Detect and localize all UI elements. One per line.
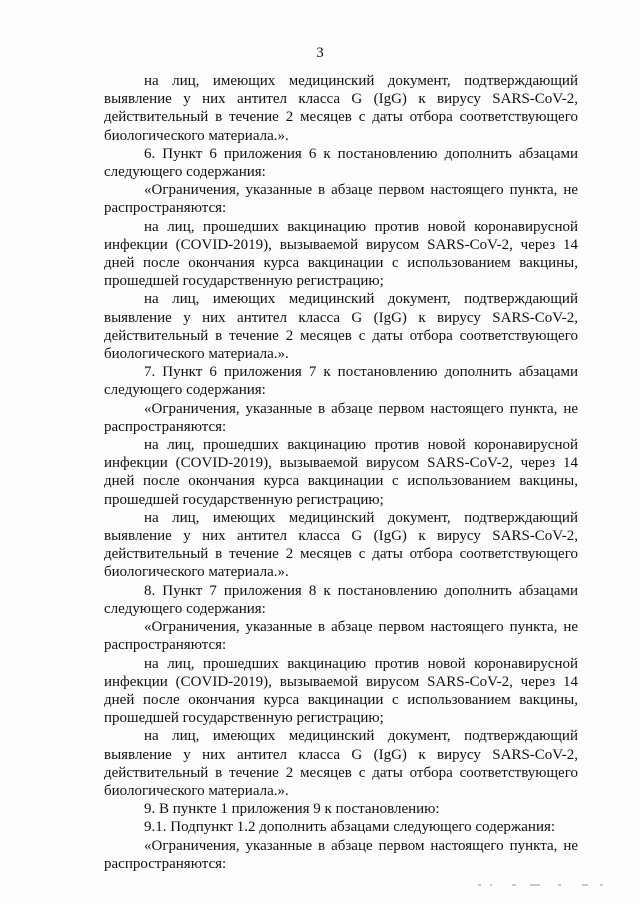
scan-dot: [582, 884, 588, 886]
scan-dot: [512, 884, 516, 886]
scan-dot: [530, 884, 540, 886]
paragraph-6: 7. Пункт 6 приложения 7 к постановлению дополнить абзацами следующего содержания:: [104, 364, 578, 399]
document-body: [104, 72, 578, 873]
paragraph-5: на лиц, имеющих медицинский документ, подтверждающий выявление у них антител класса G (IgG) к вирусу SARS-CoV-2, действительный в течение 2 месяцев с даты отбора соответствующего биологического материала.».: [104, 291, 578, 363]
paragraph-4: на лиц, прошедших вакцинацию против новой коронавирусной инфекции (COVID-2019), вызываемой вирусом SARS-CoV-2, через 14 дней после окончания курса вакцинации с использованием вакцины, прошедшей государственную регистрацию;: [104, 218, 578, 290]
paragraph-11: «Ограничения, указанные в абзаце первом настоящего пункта, не распространяются:: [104, 619, 578, 654]
paragraph-15: 9.1. Подпункт 1.2 дополнить абзацами следующего содержания:: [144, 819, 556, 836]
paragraph-16: «Ограничения, указанные в абзаце первом настоящего пункта, не распространяются:: [104, 837, 578, 872]
scan-dot: [478, 884, 481, 886]
paragraph-8: на лиц, прошедших вакцинацию против новой коронавирусной инфекции (COVID-2019), вызываемой вирусом SARS-CoV-2, через 14 дней после окончания курса вакцинации с использованием вакцины, прошедшей государственную регистрацию;: [104, 437, 578, 508]
paragraph-9: на лиц, имеющих медицинский документ, подтверждающий выявление у них антител класса G (IgG) к вирусу SARS-CoV-2, действительный в течение 2 месяцев с даты отбора соответствующего биологического материала.».: [104, 509, 578, 581]
paragraph-14: 9. В пункте 1 приложения 9 к постановлению:: [144, 801, 440, 818]
scan-dot: [558, 884, 561, 886]
paragraph-2: 6. Пункт 6 приложения 6 к постановлению дополнить абзацами следующего содержания:: [104, 145, 578, 181]
paragraph-10: 8. Пункт 7 приложения 8 к постановлению дополнить абзацами следующего содержания:: [104, 582, 578, 617]
paragraph-1: на лиц, имеющих медицинский документ, подтверждающий выявление у них антител класса G (IgG) к вирусу SARS-CoV-2, действительный в течение 2 месяцев с даты отбора соответствующего биологического материала.».: [104, 73, 578, 144]
paragraph-13: на лиц, имеющих медицинский документ, подтверждающий выявление у них антител класса G (IgG) к вирусу SARS-CoV-2, действительный в течение 2 месяцев с даты отбора соответствующего биологического материала.».: [104, 728, 578, 799]
page-number: 3: [316, 45, 324, 61]
scan-noise-marks: [478, 884, 618, 890]
paragraph-7: «Ограничения, указанные в абзаце первом настоящего пункта, не распространяются:: [104, 400, 578, 435]
scan-dot: [600, 884, 603, 886]
paragraph-12: на лиц, прошедших вакцинацию против новой коронавирусной инфекции (COVID-2019), вызываемой вирусом SARS-CoV-2, через 14 дней после окончания курса вакцинации с использованием вакцины, прошедшей государственную регистрацию;: [104, 655, 578, 727]
scan-dot: [490, 884, 492, 886]
paragraph-3: «Ограничения, указанные в абзаце первом настоящего пункта, не распространяются:: [104, 182, 578, 217]
